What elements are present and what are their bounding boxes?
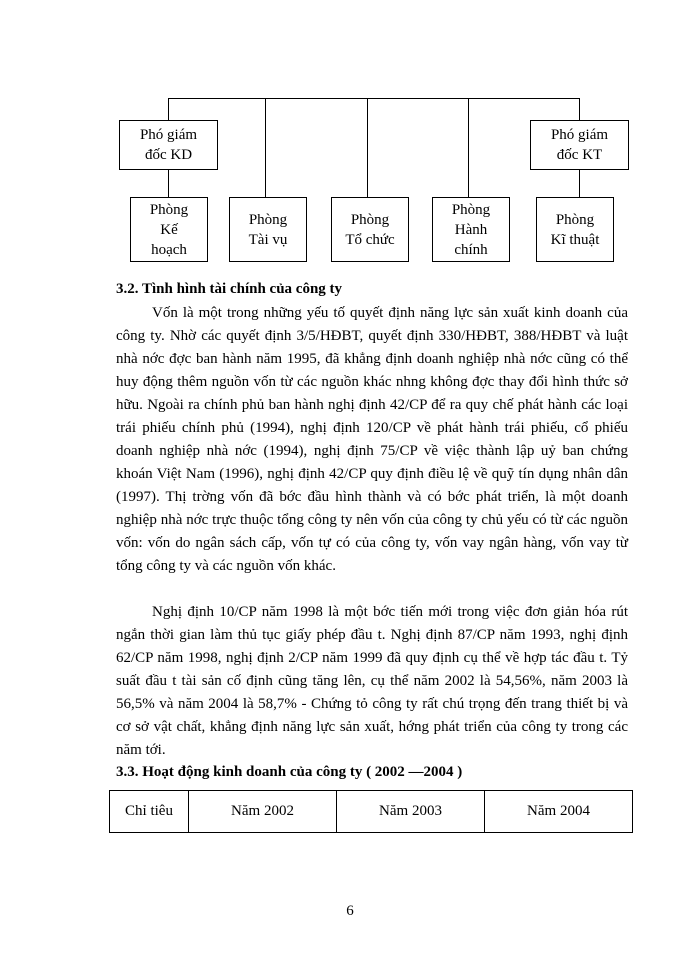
node-line: hoạch [151,241,187,258]
section-3-3-title: 3.3. Hoạt động kinh doanh của công ty ( 2002 —2004 ) [116,764,463,780]
node-line: đốc KT [556,147,603,163]
node-line: Phòng [149,201,189,218]
node-line: Phòng [248,211,288,228]
section-3-2-paragraph-1: Vốn là một trong những yếu tố quyết định năng lực sản xuất kinh doanh của công ty. Nhờ các quyết định 3/5/HĐBT, quyết định 330/HĐBT, 388/HĐBT và luật nhà nớc đợc ban hành năm 1995, đã khẳng định doanh nghiệp nhà nớc cũng có thể huy động thêm nguồn vốn từ các nguồn khác nhng không đợc thay đổi hình thức sở hữu. Ngoài ra chính phủ ban hành nghị định 42/CP để ra quy chế phát hành các loại trái phiếu chính phủ (1994), nghị định 120/CP về phát hành trái phiếu, cổ phiếu doanh nghiệp nhà nớc (1994), nghị định 75/CP về việc thành lập uỷ ban chứng khoán Việt Nam (1996), nghị định 42/CP quy định điều lệ về quỹ tín dụng nhân dân (1997). Thị trờng vốn đã bớc đầu hình thành và có bớc phát triển, là một doanh nghiệp nhà nớc trực thuộc tổng công ty nên vốn của công ty chủ yếu có từ các nguồn vốn: vốn do ngân sách cấp, vốn tự có của công ty, vốn vay ngân hàng, vốn vay từ tổng công ty và các nguồn vốn khác. [116,305,628,574]
chart-drop-hanh-chinh [468,98,469,197]
header-nam-2003: Năm 2003 [337,791,485,833]
chart-kt-down [579,170,580,197]
org-node-phong-tai-vu [229,197,307,262]
node-line: Tài vụ [248,231,288,248]
node-line: chính [454,241,488,258]
chart-drop-tai-vu [265,98,266,197]
page-number: 6 [346,903,354,919]
org-node-pho-giam-doc-kd [119,120,218,170]
chart-drop-kt [579,98,580,120]
org-node-phong-ke-hoach [130,197,208,262]
org-node-pho-giam-doc-kt [530,120,629,170]
chart-drop-to-chuc [367,98,368,197]
node-line: Phó giám [139,127,198,143]
node-line: Kế [160,221,178,238]
header-nam-2004: Năm 2004 [485,791,633,833]
header-chi-tieu: Chỉ tiêu [110,791,189,833]
table-header-row [110,791,633,833]
node-line: Hành [454,221,488,238]
org-node-phong-to-chuc [331,197,409,262]
node-line: Phòng [555,211,595,228]
node-line: Tổ chức [345,231,395,248]
node-line: Phó giám [550,127,609,143]
business-activity-table [109,790,633,833]
org-node-phong-hanh-chinh [432,197,510,262]
section-3-2-title: 3.2. Tình hình tài chính của công ty [116,281,343,297]
chart-top-connector [168,98,580,99]
node-line: đốc KD [144,147,193,163]
org-node-phong-ki-thuat [536,197,614,262]
node-line: Phòng [350,211,390,228]
chart-drop-kd [168,98,169,120]
header-nam-2002: Năm 2002 [189,791,337,833]
chart-kd-down [168,170,169,197]
node-line: Phòng [451,201,491,218]
node-line: Kĩ thuật [550,231,600,248]
section-3-2-paragraph-2: Nghị định 10/CP năm 1998 là một bớc tiến mới trong việc đơn giản hóa rút ngắn thời gian làm thủ tục giấy phép đầu t. Nghị định 87/CP năm 1993, nghị định 62/CP năm 1998, nghị định 2/CP năm 1999 đã quy định cụ thể về hợp tác đầu t. Tỷ suất đầu t tài sản cố định cũng tăng lên, cụ thể năm 2002 là 54,56%, năm 2003 là 56,5% và năm 2004 là 58,7% - Chứng tỏ công ty rất chú trọng đến trang thiết bị và cơ sở vật chất, khẳng định năng lực sản xuất, hớng phát triển của công ty trong các năm tới. [116,604,628,758]
